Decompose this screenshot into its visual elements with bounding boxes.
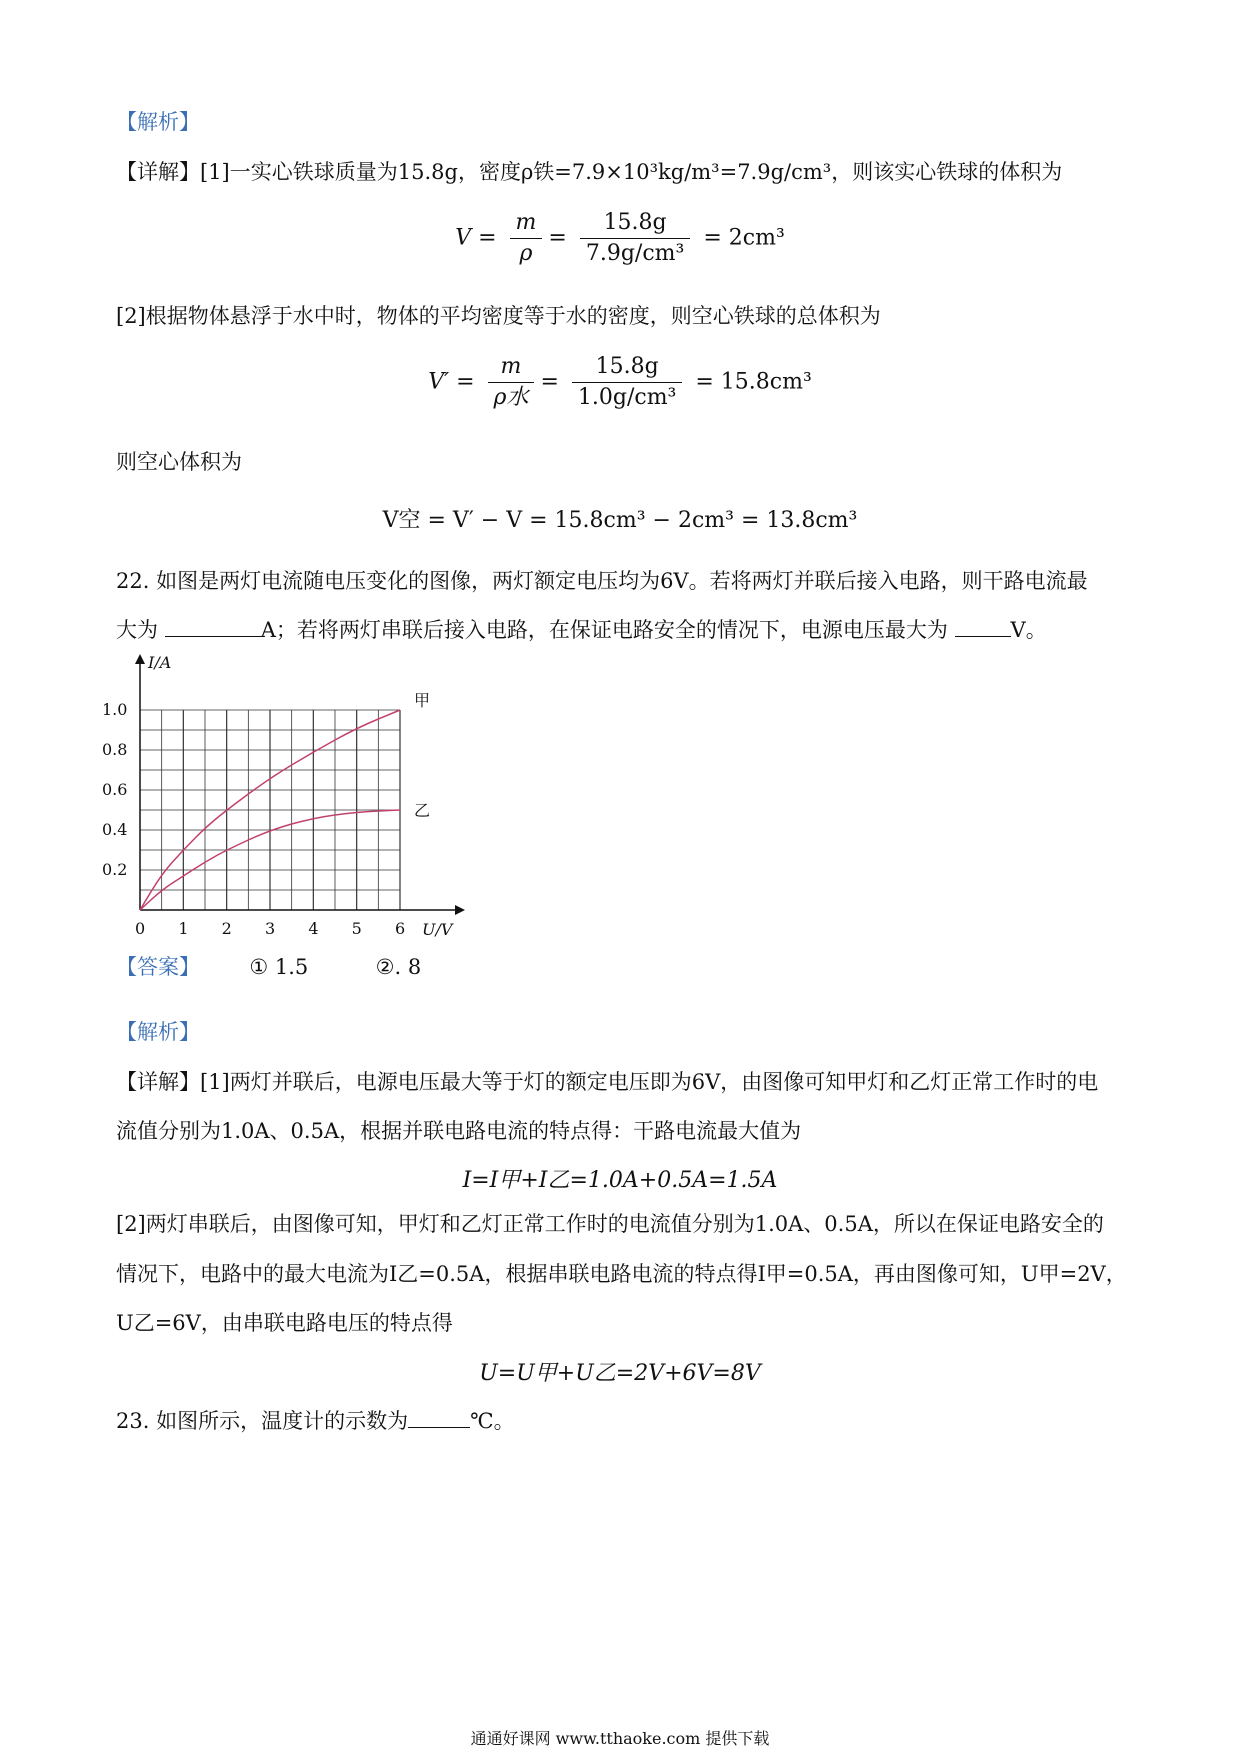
- q22-detail-line2: 流值分别为1.0A、0.5A，根据并联电路电流的特点得：干路电流最大值为: [116, 1119, 802, 1143]
- equation-hollow-volume: V空 = V′ − V = 15.8cm³ − 2cm³ = 13.8cm³: [382, 508, 858, 533]
- x-tick-label: 2: [221, 919, 232, 938]
- q23-line: [116, 1405, 515, 1435]
- equation-current: I=I甲+I乙=1.0A+0.5A=1.5A: [462, 1168, 778, 1193]
- footer: 通通好课网 www.tthaoke.com 提供下载: [470, 1729, 770, 1748]
- q23-blank: [408, 1427, 470, 1428]
- q22-text-c: V。: [1010, 618, 1047, 642]
- eq1-frac1: [510, 208, 543, 269]
- analysis-label-1: 【解析】: [116, 110, 200, 134]
- eq2-lhs: V′ =: [428, 369, 475, 395]
- eq1-num2: 15.8g: [580, 208, 690, 239]
- x-tick-label: 3: [265, 919, 276, 938]
- eq2-den: ρ水: [493, 385, 529, 410]
- q22-text-a: 大为: [116, 618, 158, 642]
- paragraph-2: [2]根据物体悬浮于水中时，物体的平均密度等于水的密度，则空心铁球的总体积为: [116, 304, 881, 328]
- detail-label-2: 【详解】: [116, 1070, 200, 1094]
- eq1-den2: 7.9g/cm³: [585, 241, 685, 266]
- q23-text-a: 23. 如图所示，温度计的示数为: [116, 1409, 409, 1433]
- answer-2: ②. 8: [375, 955, 422, 979]
- q22-blank-1: [165, 636, 261, 637]
- x-tick-label: 1: [178, 919, 189, 938]
- answer-label: 【答案】: [116, 955, 200, 979]
- series-label-1: 乙: [414, 801, 431, 820]
- eq1-rhs: = 2cm³: [703, 225, 785, 251]
- eq1-den: ρ: [519, 241, 533, 266]
- x-tick-label: 5: [351, 919, 362, 938]
- y-tick-label: 0.8: [102, 740, 128, 759]
- y-tick-label: 0.4: [102, 820, 128, 839]
- iv-chart: [102, 650, 470, 950]
- eq2-num: m: [488, 352, 535, 383]
- q23-text-b: ℃。: [470, 1409, 515, 1433]
- equation-volume: V = $\frac{m}{\rho}$ = $\frac{15.8g}{\text{7.9g/cm³}}$ = 2cm³: [0, 208, 1240, 269]
- x-axis-arrow: [455, 905, 465, 915]
- q22-detail-line1: [116, 1066, 1098, 1096]
- q22-detail-line4: 情况下，电路中的最大电流为I乙=0.5A，根据串联电路电流的特点得I甲=0.5A，再由图像可知，U甲=2V，: [116, 1262, 1127, 1286]
- eq2-frac1: [488, 352, 535, 413]
- q22-text-b: A；若将两灯串联后接入电路，在保证电路安全的情况下，电源电压最大为: [260, 618, 948, 642]
- q22-detail-line3: [2]两灯串联后，由图像可知，甲灯和乙灯正常工作时的电流值分别为1.0A、0.5A，所以在保证电路安全的: [116, 1212, 1104, 1236]
- q22-detail-text1: [1]两灯并联后，电源电压最大等于灯的额定电压即为6V，由图像可知甲灯和乙灯正常工作时的电: [200, 1070, 1099, 1094]
- x-tick-label: 6: [395, 919, 406, 938]
- eq1-lhs: V =: [455, 225, 497, 251]
- analysis-label-2: 【解析】: [116, 1020, 200, 1044]
- q22-detail-line5: U乙=6V，由串联电路电压的特点得: [116, 1311, 453, 1335]
- q22-line1: 22. 如图是两灯电流随电压变化的图像，两灯额定电压均为6V。若将两灯并联后接入电路，则干路电流最: [116, 569, 1088, 593]
- x-tick-label: 4: [308, 919, 319, 938]
- x-axis-label: U/V: [422, 920, 453, 939]
- y-tick-label: 1.0: [102, 700, 128, 719]
- y-axis-arrow: [135, 654, 145, 664]
- detail-paragraph-1: [116, 156, 1062, 186]
- answer-row: [116, 951, 421, 981]
- detail-text-1: [1]一实心铁球质量为15.8g，密度ρ铁=7.9×10³kg/m³=7.9g/cm³，则该实心铁球的体积为: [200, 160, 1063, 184]
- paragraph-3: 则空心体积为: [116, 450, 242, 474]
- chart-grid: [140, 710, 400, 910]
- y-axis-label: I/A: [148, 653, 172, 672]
- eq2-num2: 15.8g: [572, 352, 682, 383]
- y-tick-label: 0.2: [102, 860, 128, 879]
- series-label-0: 甲: [414, 691, 431, 710]
- q22-line2: [116, 614, 1047, 644]
- eq2-frac2: [572, 352, 682, 413]
- answer-1: ① 1.5: [249, 955, 309, 979]
- detail-label-1: 【详解】: [116, 160, 200, 184]
- x-tick-label: 0: [135, 919, 146, 938]
- eq2-rhs: = 15.8cm³: [695, 369, 812, 395]
- eq1-num: m: [510, 208, 543, 239]
- equation-voltage: U=U甲+U乙=2V+6V=8V: [479, 1361, 761, 1386]
- eq1-frac2: [580, 208, 690, 269]
- equation-total-volume: V′ = $\frac{m}{\text{ρ水}}$ = $\frac{15.8g}{\text{1.0g/cm³}}$ = 15.8cm³: [0, 352, 1240, 413]
- eq2-den2: 1.0g/cm³: [577, 385, 677, 410]
- q22-blank-2: [955, 636, 1011, 637]
- y-tick-label: 0.6: [102, 780, 128, 799]
